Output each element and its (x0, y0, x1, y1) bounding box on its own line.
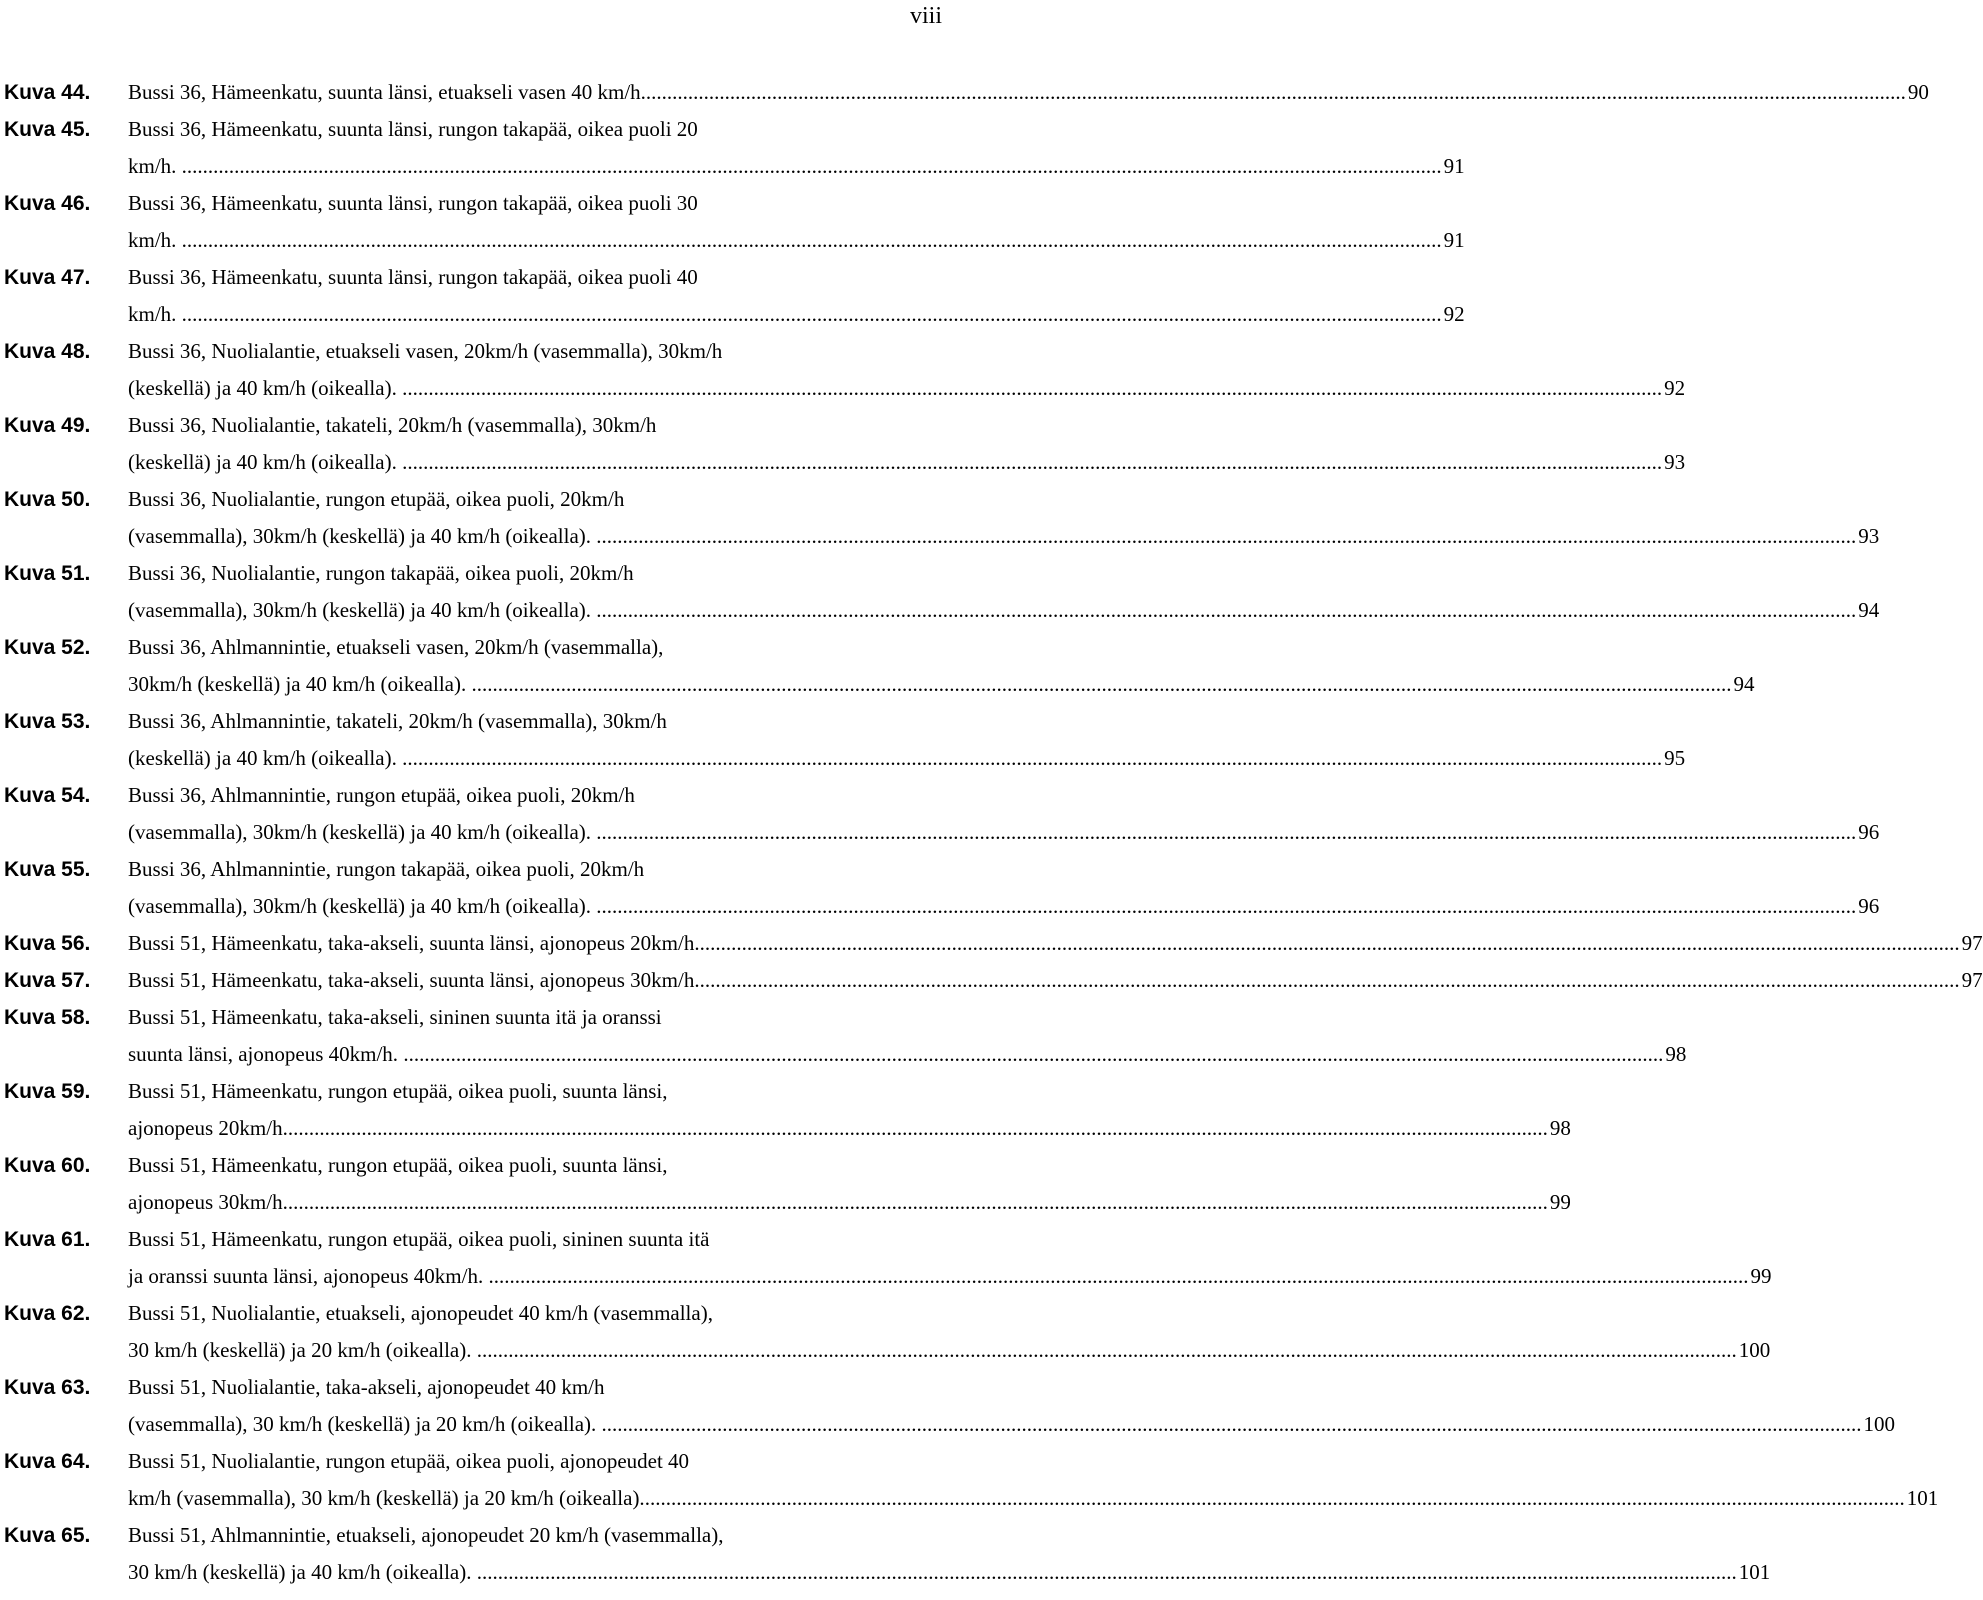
caption-text: Bussi 51, Nuolialantie, etuakseli, ajonopeudet 40 km/h (vasemmalla), (128, 1301, 713, 1325)
figure-caption (128, 703, 1685, 777)
caption-text: Bussi 51, Hämeenkatu, rungon etupää, oikea puoli, suunta länsi, (128, 1153, 668, 1177)
figure-caption (128, 1073, 1571, 1147)
figure-label: Kuva 53. (4, 710, 91, 733)
figure-label: Kuva 59. (4, 1080, 91, 1103)
figure-entry (4, 777, 1880, 851)
caption-continuation: (vasemmalla), 30 km/h (keskellä) ja 20 km/h (oikealla). (128, 1412, 602, 1436)
caption-continuation: km/h (vasemmalla), 30 km/h (keskellä) ja 20 km/h (oikealla). (128, 1486, 645, 1510)
caption-continuation: km/h. (128, 154, 182, 178)
page-number: viii (909, 3, 942, 29)
figure-caption (128, 629, 1755, 703)
figure-label: Kuva 54. (4, 784, 91, 807)
dot-leader (477, 1332, 1737, 1369)
caption-continuation: ajonopeus 30km/h. (128, 1190, 288, 1214)
figure-caption (128, 407, 1685, 481)
caption-continuation: suunta länsi, ajonopeus 40km/h. (128, 1042, 404, 1066)
caption-text: Bussi 36, Ahlmannintie, etuakseli vasen, 20km/h (vasemmalla), (128, 635, 664, 659)
figure-label: Kuva 60. (4, 1154, 91, 1177)
dot-leader (288, 1184, 1548, 1221)
caption-continuation: km/h. (128, 302, 182, 326)
dot-leader (488, 1258, 1748, 1295)
figure-entry (4, 185, 1465, 259)
dot-leader (646, 74, 1906, 111)
figure-caption (128, 481, 1879, 555)
dot-leader (182, 222, 1442, 259)
dot-leader (402, 370, 1662, 407)
dot-leader (645, 1480, 1905, 1517)
figure-caption (128, 1147, 1571, 1221)
caption-text: Bussi 51, Hämeenkatu, taka-akseli, suunta länsi, ajonopeus 30km/h. (128, 968, 700, 992)
caption-continuation: ajonopeus 20km/h. (128, 1116, 288, 1140)
figure-entry (4, 259, 1465, 333)
caption-text: Bussi 36, Nuolialantie, takateli, 20km/h (vasemmalla), 30km/h (128, 413, 657, 437)
figure-entry (4, 1221, 1772, 1295)
dot-leader (288, 1110, 1548, 1147)
figure-entry (4, 851, 1880, 925)
figure-entry (4, 481, 1880, 555)
figure-label: Kuva 55. (4, 858, 91, 881)
page-ref: 91 (1443, 154, 1465, 178)
page-ref: 96 (1858, 820, 1880, 844)
figure-label: Kuva 58. (4, 1006, 91, 1029)
caption-continuation: (keskellä) ja 40 km/h (oikealla). (128, 376, 403, 400)
figure-entry (4, 555, 1880, 629)
figure-entry (4, 925, 1983, 962)
figure-label: Kuva 51. (4, 562, 91, 585)
caption-continuation: 30 km/h (keskellä) ja 20 km/h (oikealla). (128, 1338, 477, 1362)
figure-entry (4, 999, 1687, 1073)
caption-text: Bussi 36, Nuolialantie, rungon etupää, oikea puoli, 20km/h (128, 487, 625, 511)
figure-label: Kuva 44. (4, 81, 91, 104)
page-ref: 99 (1549, 1190, 1571, 1214)
figure-entry (4, 962, 1983, 999)
caption-text: Bussi 36, Ahlmannintie, rungon etupää, oikea puoli, 20km/h (128, 783, 635, 807)
dot-leader (596, 518, 1856, 555)
figure-label: Kuva 57. (4, 969, 91, 992)
figure-caption (128, 259, 1465, 333)
figure-caption (128, 851, 1879, 925)
page-ref: 93 (1664, 450, 1686, 474)
figure-entry (4, 1369, 1896, 1443)
page-ref: 100 (1863, 1412, 1896, 1436)
page-ref: 99 (1750, 1264, 1772, 1288)
page-ref: 101 (1906, 1486, 1939, 1510)
caption-text: Bussi 51, Ahlmannintie, etuakseli, ajonopeudet 20 km/h (vasemmalla), (128, 1523, 724, 1547)
figure-entry (4, 111, 1465, 185)
figure-caption (128, 185, 1465, 259)
caption-text: Bussi 51, Hämeenkatu, taka-akseli, sininen suunta itä ja oranssi (128, 1005, 662, 1029)
page-ref: 101 (1738, 1560, 1771, 1584)
page-ref: 90 (1907, 80, 1929, 104)
figure-label: Kuva 47. (4, 266, 91, 289)
caption-continuation: ja oranssi suunta länsi, ajonopeus 40km/h. (128, 1264, 489, 1288)
dot-leader (403, 1036, 1663, 1073)
caption-text: Bussi 51, Nuolialantie, taka-akseli, ajonopeudet 40 km/h (128, 1375, 605, 1399)
page-ref: 96 (1858, 894, 1880, 918)
caption-continuation: 30km/h (keskellä) ja 40 km/h (oikealla). (128, 672, 472, 696)
figure-entry (4, 333, 1686, 407)
caption-continuation: 30 km/h (keskellä) ja 40 km/h (oikealla). (128, 1560, 477, 1584)
figure-caption (128, 999, 1686, 1073)
figure-caption (128, 1295, 1770, 1369)
page-ref: 98 (1665, 1042, 1687, 1066)
caption-text: Bussi 51, Nuolialantie, rungon etupää, oikea puoli, ajonopeudet 40 (128, 1449, 690, 1473)
figure-entry (4, 629, 1755, 703)
figure-label: Kuva 63. (4, 1376, 91, 1399)
figure-entry (4, 1295, 1771, 1369)
figure-caption (128, 1369, 1895, 1443)
caption-text: Bussi 36, Ahlmannintie, rungon takapää, oikea puoli, 20km/h (128, 857, 645, 881)
page-ref: 92 (1664, 376, 1686, 400)
figure-label: Kuva 50. (4, 488, 91, 511)
caption-continuation: (vasemmalla), 30km/h (keskellä) ja 40 km/h (oikealla). (128, 894, 597, 918)
figure-entry (4, 1073, 1571, 1147)
figure-label: Kuva 45. (4, 118, 91, 141)
figure-label: Kuva 46. (4, 192, 91, 215)
figure-caption (128, 777, 1879, 851)
dot-leader (402, 444, 1662, 481)
figure-entry (4, 1147, 1571, 1221)
figure-label: Kuva 62. (4, 1302, 91, 1325)
page-ref: 92 (1443, 302, 1465, 326)
page-ref: 98 (1549, 1116, 1571, 1140)
figure-caption (128, 1221, 1771, 1295)
figure-label: Kuva 56. (4, 932, 91, 955)
caption-text: Bussi 36, Nuolialantie, etuakseli vasen, 20km/h (vasemmalla), 30km/h (128, 339, 723, 363)
figure-label: Kuva 48. (4, 340, 91, 363)
caption-text: Bussi 36, Ahlmannintie, takateli, 20km/h (vasemmalla), 30km/h (128, 709, 667, 733)
dot-leader (182, 148, 1442, 185)
caption-text: Bussi 36, Hämeenkatu, suunta länsi, rungon takapää, oikea puoli 30 (128, 191, 698, 215)
dot-leader (182, 296, 1442, 333)
caption-continuation: (vasemmalla), 30km/h (keskellä) ja 40 km/h (oikealla). (128, 820, 597, 844)
figure-label: Kuva 65. (4, 1524, 91, 1547)
figure-entry (4, 1443, 1939, 1517)
figure-caption (128, 962, 1983, 999)
figure-label: Kuva 61. (4, 1228, 91, 1251)
caption-continuation: (keskellä) ja 40 km/h (oikealla). (128, 746, 403, 770)
caption-continuation: km/h. (128, 228, 182, 252)
page-ref: 97 (1961, 968, 1983, 992)
caption-text: Bussi 36, Hämeenkatu, suunta länsi, etuakseli vasen 40 km/h. (128, 80, 646, 104)
dot-leader (477, 1554, 1737, 1591)
dot-leader (472, 666, 1732, 703)
figure-entry (4, 703, 1686, 777)
dot-leader (700, 962, 1960, 999)
dot-leader (596, 592, 1856, 629)
page-ref: 100 (1738, 1338, 1771, 1362)
figure-entry (4, 74, 1929, 111)
figure-label: Kuva 64. (4, 1450, 91, 1473)
caption-text: Bussi 36, Hämeenkatu, suunta länsi, rungon takapää, oikea puoli 40 (128, 265, 698, 289)
caption-text: Bussi 36, Hämeenkatu, suunta länsi, rungon takapää, oikea puoli 20 (128, 117, 698, 141)
figure-label: Kuva 49. (4, 414, 91, 437)
figure-entry (4, 1517, 1771, 1591)
figure-caption (128, 925, 1983, 962)
figure-caption (128, 1443, 1938, 1517)
page-ref: 93 (1858, 524, 1880, 548)
dot-leader (596, 814, 1856, 851)
dot-leader (700, 925, 1960, 962)
page-ref: 94 (1858, 598, 1880, 622)
caption-continuation: (vasemmalla), 30km/h (keskellä) ja 40 km/h (oikealla). (128, 524, 597, 548)
list-of-figures (4, 74, 1983, 1591)
page-ref: 91 (1443, 228, 1465, 252)
figure-caption (128, 1517, 1770, 1591)
caption-text: Bussi 51, Hämeenkatu, rungon etupää, oikea puoli, suunta länsi, (128, 1079, 668, 1103)
dot-leader (596, 888, 1856, 925)
figure-caption (128, 74, 1929, 111)
caption-text: Bussi 51, Hämeenkatu, rungon etupää, oikea puoli, sininen suunta itä (128, 1227, 710, 1251)
dot-leader (402, 740, 1662, 777)
figure-caption (128, 555, 1879, 629)
caption-continuation: (vasemmalla), 30km/h (keskellä) ja 40 km/h (oikealla). (128, 598, 597, 622)
page-ref: 95 (1664, 746, 1686, 770)
page-ref: 97 (1961, 931, 1983, 955)
figure-caption (128, 333, 1685, 407)
dot-leader (602, 1406, 1862, 1443)
caption-continuation: (keskellä) ja 40 km/h (oikealla). (128, 450, 403, 474)
figure-caption (128, 111, 1465, 185)
page-ref: 94 (1733, 672, 1755, 696)
caption-text: Bussi 36, Nuolialantie, rungon takapää, oikea puoli, 20km/h (128, 561, 634, 585)
caption-text: Bussi 51, Hämeenkatu, taka-akseli, suunta länsi, ajonopeus 20km/h. (128, 931, 700, 955)
figure-label: Kuva 52. (4, 636, 91, 659)
figure-entry (4, 407, 1686, 481)
